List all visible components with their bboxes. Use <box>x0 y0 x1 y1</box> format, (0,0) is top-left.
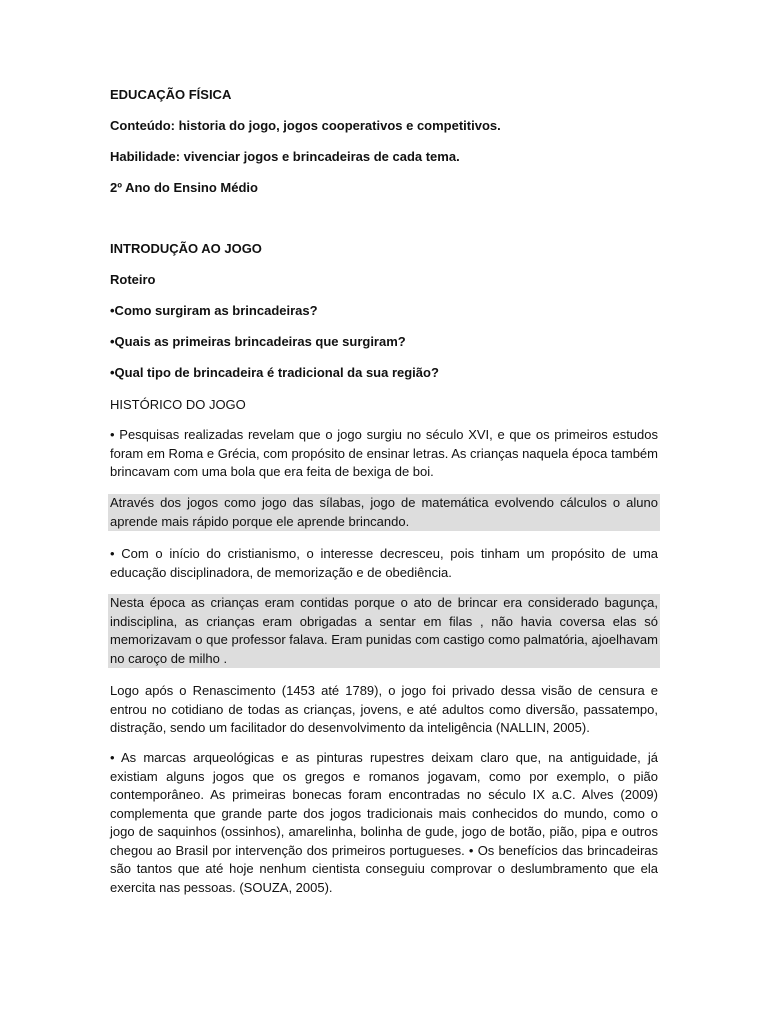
content-line: Conteúdo: historia do jogo, jogos cooperativos e competitivos. <box>110 118 501 133</box>
paragraph: • Pesquisas realizadas revelam que o jogo surgiu no século XVI, e que os primeiros estudos foram em Roma e Grécia, com propósito de ensinar letras. As crianças naquela época também brincavam com uma bola que era feita de bexiga de boi. <box>110 427 658 479</box>
question-item: •Como surgiram as brincadeiras? <box>110 303 318 318</box>
intro-title: INTRODUÇÃO AO JOGO <box>110 241 262 256</box>
highlighted-paragraph: Nesta época as crianças eram contidas porque o ato de brincar era considerado bagunça, indisciplina, as crianças eram obrigadas a sentar em filas , não havia coversa elas só memorizavam o que professor falava. Eram punidas com castigo como palmatória, ajoelhavam no caroço de milho . <box>108 594 660 668</box>
question-item: •Qual tipo de brincadeira é tradicional da sua região? <box>110 365 439 380</box>
subject-title: EDUCAÇÃO FÍSICA <box>110 87 232 102</box>
roteiro-label: Roteiro <box>110 272 156 287</box>
paragraph: • Com o início do cristianismo, o interesse decresceu, pois tinham um propósito de uma educação disciplinadora, de memorização e de obediência. <box>110 546 658 580</box>
skill-line: Habilidade: vivenciar jogos e brincadeiras de cada tema. <box>110 149 460 164</box>
question-item: •Quais as primeiras brincadeiras que surgiram? <box>110 334 406 349</box>
grade-line: 2º Ano do Ensino Médio <box>110 180 258 195</box>
paragraph: Logo após o Renascimento (1453 até 1789), o jogo foi privado dessa visão de censura e entrou no cotidiano de todas as crianças, jovens, e até adultos como diversão, passatempo, distração, sendo um facilitador do desenvolvimento da inteligência (NALLIN, 2005). <box>110 683 658 735</box>
highlighted-paragraph: Através dos jogos como jogo das sílabas, jogo de matemática evolvendo cálculos o aluno aprende mais rápido porque ele aprende brincando. <box>108 494 660 531</box>
paragraph: • As marcas arqueológicas e as pinturas rupestres deixam claro que, na antiguidade, já existiam alguns jogos que os gregos e romanos jogavam, como por exemplo, o pião contemporâneo. As primeiras bonecas foram encontradas no século IX a.C. Alves (2009) complementa que grande parte dos jogos tradicionais mais conhecidos do mundo, como o jogo de saquinhos (ossinhos), amarelinha, bolinha de gude, jogo de botão, pião, pipa e outros chegou ao Brasil por intervenção dos primeiros portugueses. • Os benefícios das brincadeiras são tantos que até hoje nenhum cientista conseguiu comprovar o deslumbramento que ela exercita nas pessoas. (SOUZA, 2005). <box>110 750 658 895</box>
historico-title: HISTÓRICO DO JOGO <box>110 397 246 412</box>
